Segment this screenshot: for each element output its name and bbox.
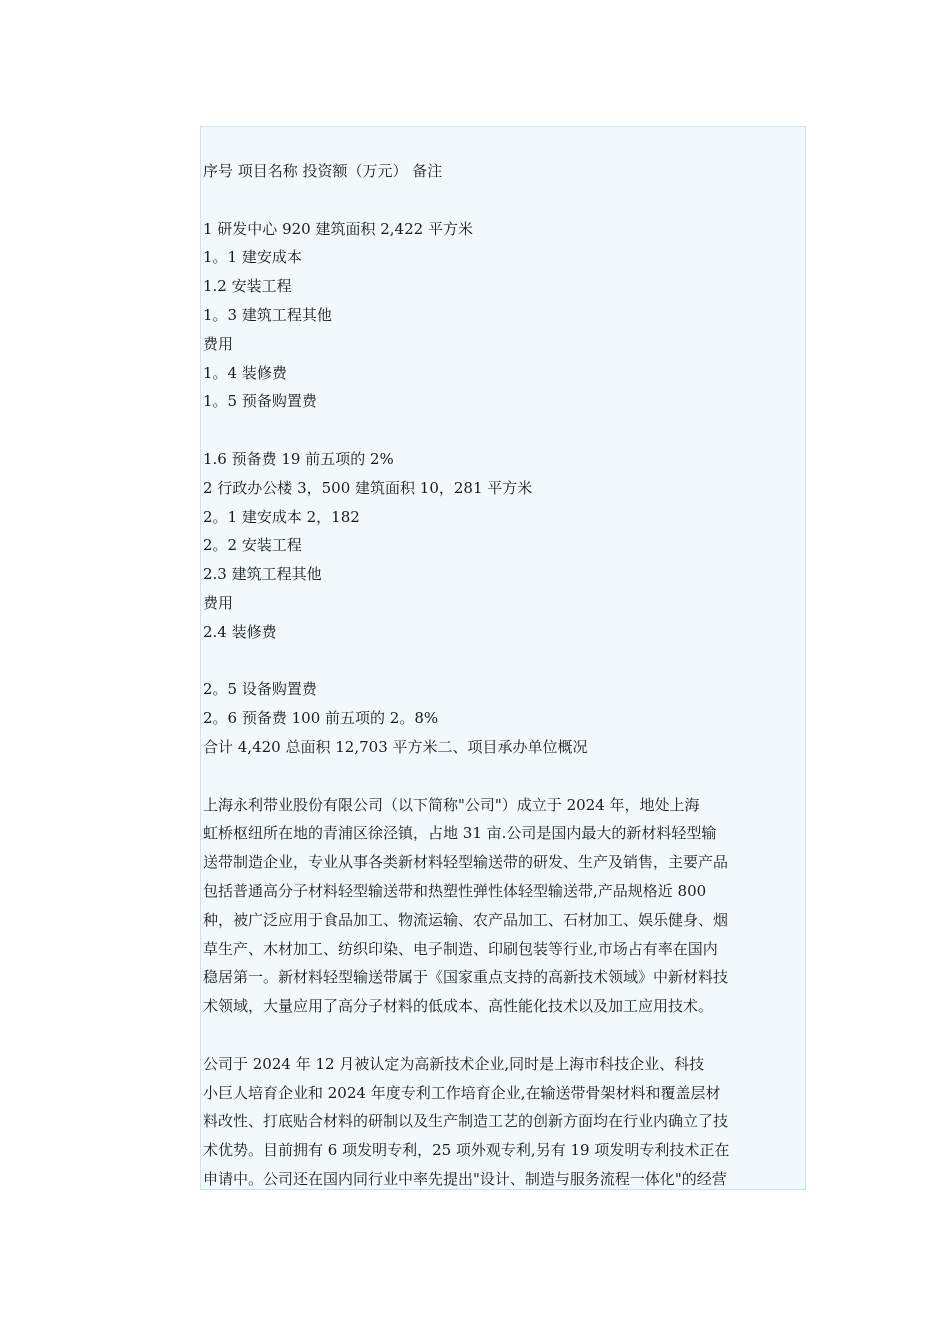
paragraph-line: 料改性、打底贴合材料的研制以及生产制造工艺的创新方面均在行业内确立了技 (203, 1112, 729, 1131)
blank-line (203, 762, 805, 791)
table-row: 2。6 预备费 100 前五项的 2。8% (203, 709, 439, 728)
table-row: 2.4 装修费 (203, 622, 277, 641)
table-row: 2 行政办公楼 3，500 建筑面积 10，281 平方米 (203, 478, 533, 497)
table-row: 2。2 安装工程 (203, 536, 302, 555)
table-row: 1.6 预备费 19 前五项的 2% (203, 449, 394, 468)
table-row: 1。5 预备购置费 (203, 392, 317, 411)
table-row: 1。1 建安成本 (203, 248, 302, 267)
paragraph-line: 公司于 2024 年 12 月被认定为高新技术企业,同时是上海市科技企业、科技 (203, 1054, 705, 1073)
paragraph-line: 稳居第一。新材料轻型输送带属于《国家重点支持的高新技术领域》中新材料技 (203, 968, 729, 987)
table-header: 序号 项目名称 投资额（万元） 备注 (203, 162, 443, 180)
document-text-frame (200, 126, 806, 1190)
blank-line (203, 416, 805, 445)
table-row: 合计 4,420 总面积 12,703 平方米二、项目承办单位概况 (203, 737, 588, 756)
blank-line (203, 186, 805, 215)
table-row: 1 研发中心 920 建筑面积 2,422 平方米 (203, 219, 473, 238)
paragraph-line: 送带制造企业，专业从事各类新材料轻型输送带的研发、生产及销售，主要产品 (203, 853, 729, 872)
paragraph-line: 包括普通高分子材料轻型输送带和热塑性弹性体轻型输送带,产品规格近 800 (203, 881, 707, 900)
paragraph-line: 小巨人培育企业和 2024 年度专利工作培育企业,在输送带骨架材料和覆盖层材 (203, 1083, 721, 1102)
paragraph-line: 申请中。公司还在国内同行业中率先提出"设计、制造与服务流程一体化"的经营 (203, 1169, 727, 1188)
table-row: 1。4 装修费 (203, 363, 287, 382)
blank-line (203, 1021, 805, 1050)
table-row: 2。5 设备购置费 (203, 680, 317, 699)
paragraph-line: 术领域，大量应用了高分子材料的低成本、高性能化技术以及加工应用技术。 (203, 997, 714, 1016)
paragraph-line: 种，被广泛应用于食品加工、物流运输、农产品加工、石材加工、娱乐健身、烟 (203, 910, 729, 929)
table-row: 1。3 建筑工程其他 (203, 305, 332, 324)
table-row: 费用 (203, 334, 234, 353)
table-row: 1.2 安装工程 (203, 277, 292, 296)
table-row: 2。1 建安成本 2，182 (203, 507, 360, 526)
paragraph-line: 草生产、木材加工、纺织印染、电子制造、印刷包装等行业,市场占有率在国内 (203, 939, 718, 958)
paragraph-line: 术优势。目前拥有 6 项发明专利，25 项外观专利,另有 19 项发明专利技术正在 (203, 1141, 730, 1160)
paragraph-line: 上海永利带业股份有限公司（以下简称"公司"）成立于 2024 年，地处上海 (203, 795, 700, 814)
table-row: 费用 (203, 593, 234, 612)
document-body (201, 127, 805, 1190)
blank-line (203, 647, 805, 676)
paragraph-line: 虹桥枢纽所在地的青浦区徐泾镇，占地 31 亩.公司是国内最大的新材料轻型输 (203, 824, 717, 843)
table-row: 2.3 建筑工程其他 (203, 565, 322, 584)
